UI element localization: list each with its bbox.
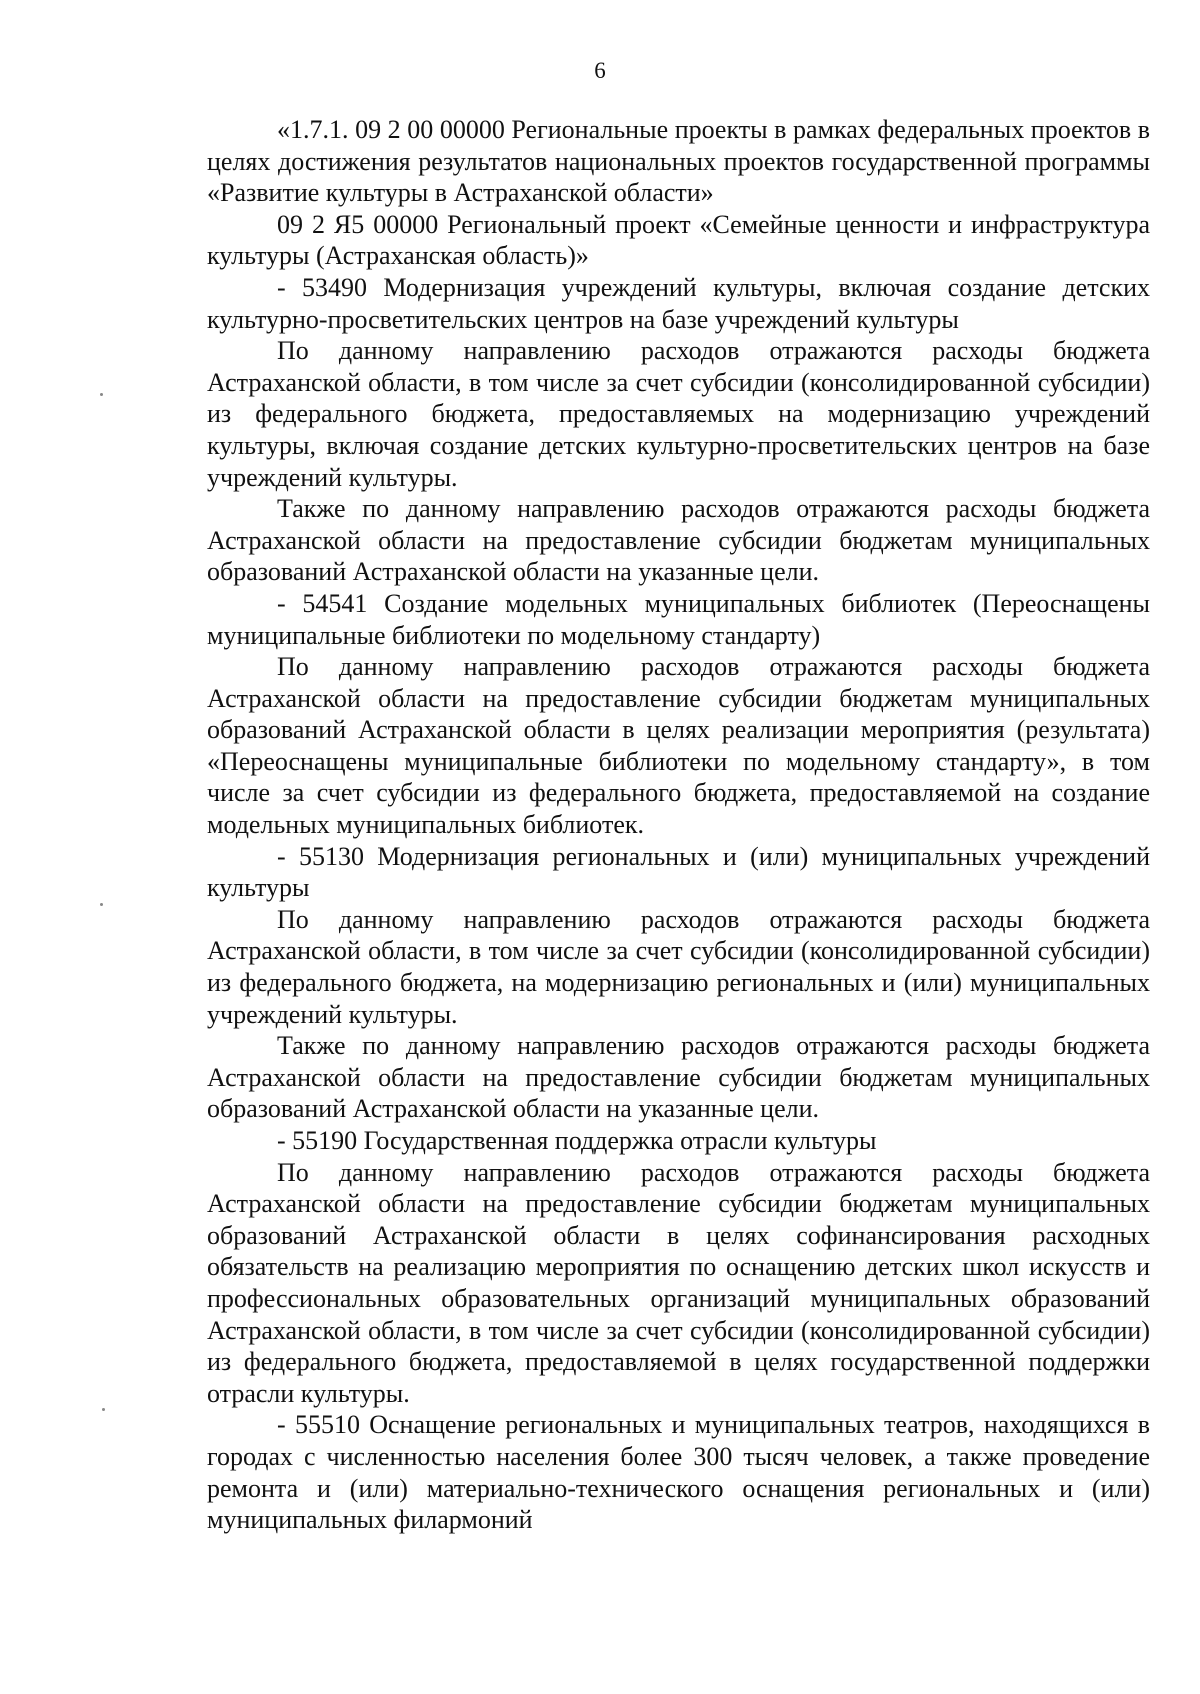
paragraph-body: По данному направлению расходов отражаются расходы бюджета Астраханской области, в том числе за счет субсидии (консолидированной субсидии) из федерального бюджета, на модернизацию региональных и (или) муниципальных учреждений культуры. — [207, 904, 1150, 1029]
paragraph-body: Также по данному направлению расходов отражаются расходы бюджета Астраханской области на предоставление субсидии бюджетам муниципальных образований Астраханской области на указанные цели. — [207, 494, 1150, 587]
paragraph-regional-project: 09 2 Я5 00000 Региональный проект «Семейные ценности и инфраструктура культуры (Астраханская область)» — [207, 209, 1150, 271]
scan-artifact — [102, 1408, 105, 1411]
paragraph-body: По данному направлению расходов отражаются расходы бюджета Астраханской области на предоставление субсидии бюджетам муниципальных образований Астраханской области в целях реализации мероприятия (результата) «Переоснащены муниципальные библиотеки по модельному стандарту», в том числе за счет субсидии из федерального бюджета, предоставляемой на создание модельных муниципальных библиотек. — [207, 652, 1150, 840]
paragraph-body: Также по данному направлению расходов отражаются расходы бюджета Астраханской области на предоставление субсидии бюджетам муниципальных образований Астраханской области на указанные цели. — [207, 1031, 1150, 1124]
paragraph-section-heading: «1.7.1. 09 2 00 00000 Региональные проекты в рамках федеральных проектов в целях достижения результатов национальных проектов государственной программы «Развитие культуры в Астраханской области» — [207, 115, 1150, 208]
paragraph-code-53490: - 53490 Модернизация учреждений культуры, включая создание детских культурно-просветительских центров на базе учреждений культуры — [207, 272, 1150, 334]
page-number: 6 — [594, 58, 606, 83]
scan-artifact — [100, 393, 103, 396]
document-body — [207, 114, 1150, 1536]
scan-artifact — [100, 903, 103, 906]
paragraph-code-54541: - 54541 Создание модельных муниципальных библиотек (Переоснащены муниципальные библиотеки по модельному стандарту) — [207, 588, 1150, 650]
paragraph-body: По данному направлению расходов отражаются расходы бюджета Астраханской области на предоставление субсидии бюджетам муниципальных образований Астраханской области в целях софинансирования расходных обязательств на реализацию мероприятия по оснащению детских школ искусств и профессиональных образовательных организаций муниципальных образований Астраханской области, в том числе за счет субсидии (консолидированной субсидии) из федерального бюджета, предоставляемой в целях государственной поддержки отрасли культуры. — [207, 1157, 1150, 1408]
paragraph-body: По данному направлению расходов отражаются расходы бюджета Астраханской области, в том числе за счет субсидии (консолидированной субсидии) из федерального бюджета, предоставляемых на модернизацию учреждений культуры, включая создание детских культурно-просветительских центров на базе учреждений культуры. — [207, 336, 1150, 492]
paragraph-code-55510: - 55510 Оснащение региональных и муниципальных театров, находящихся в городах с численностью населения более 300 тысяч человек, а также проведение ремонта и (или) материально-технического оснащения региональных и (или) муниципальных филармоний — [207, 1410, 1150, 1535]
paragraph-code-55190: - 55190 Государственная поддержка отрасли культуры — [277, 1126, 877, 1155]
paragraph-code-55130: - 55130 Модернизация региональных и (или) муниципальных учреждений культуры — [207, 841, 1150, 903]
